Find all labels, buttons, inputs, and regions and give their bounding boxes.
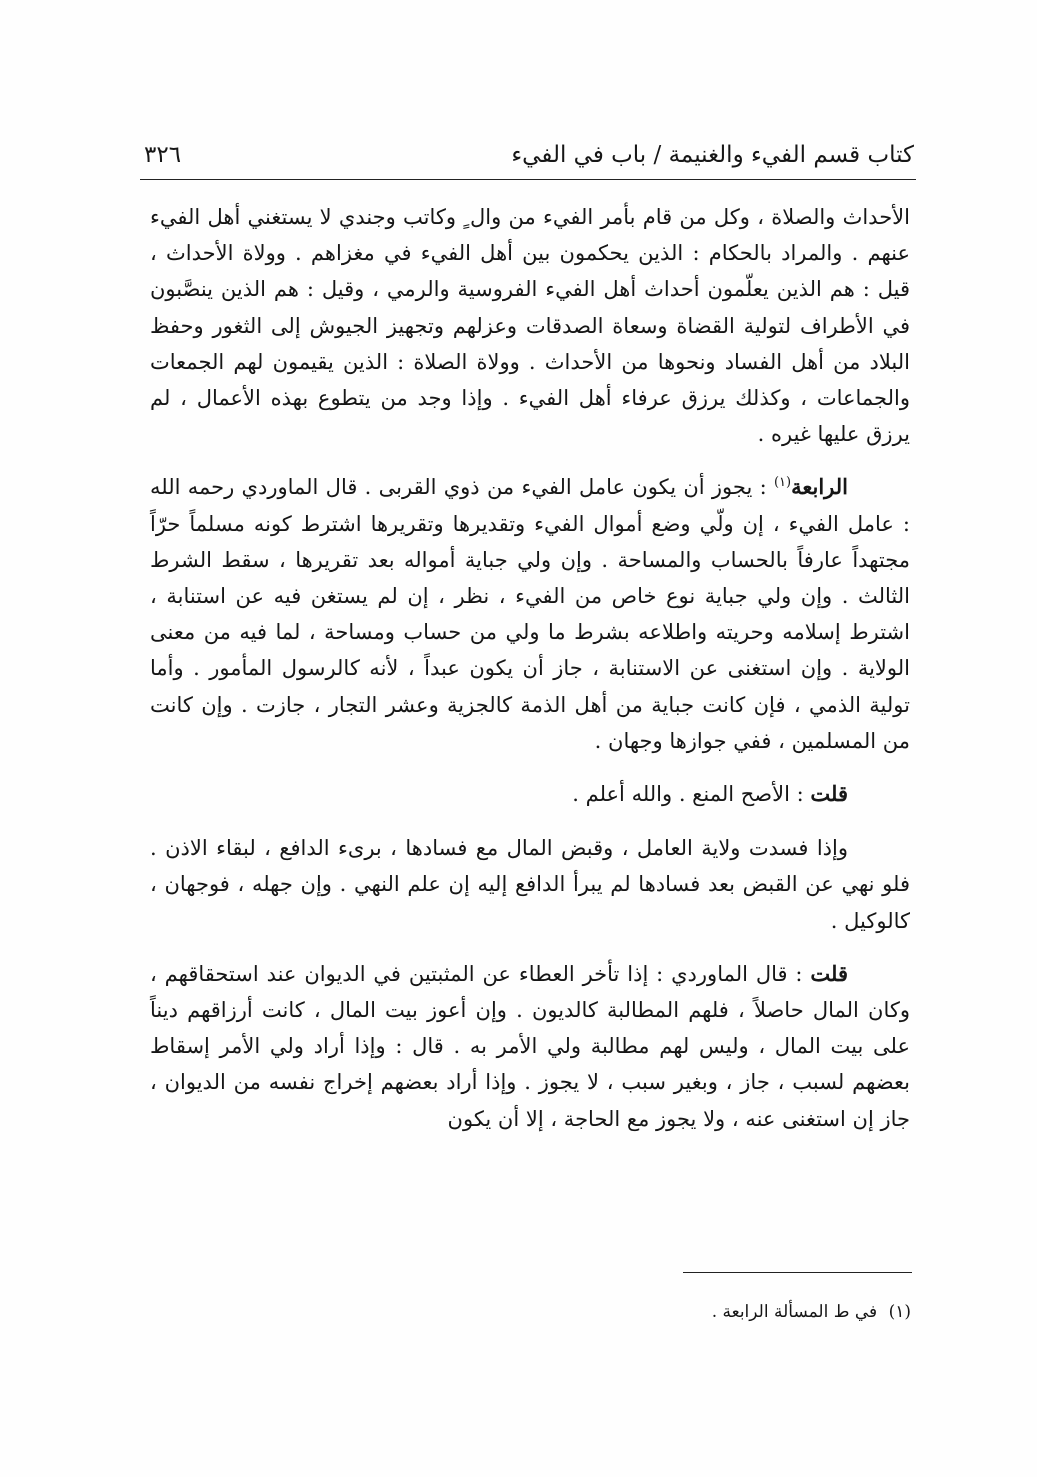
- paragraph-3-lead: قلت: [810, 781, 848, 807]
- paragraph-5-lead: قلت: [810, 960, 848, 986]
- footnote-text: في ط المسألة الرابعة .: [711, 1302, 878, 1322]
- paragraph-2: [150, 469, 910, 759]
- header-divider: [140, 179, 916, 180]
- footnote-reference: (١): [773, 475, 792, 491]
- paragraph-2-text: : يجوز أن يكون عامل الفيء من ذوي القربى . قال الماوردي رحمه الله : عامل الفيء ، إن ولّي وضع أموال الفيء وتقديرها وتقريرها اشترط كونه مسلماً حرّاً مجتهداً عارفاً بالحساب والمساحة . وإن ولي جباية أمواله بعد تقريرها ، سقط الشرط الثالث . وإن ولي جباية نوع خاص من الفيء ، نظر ، إن لم يستغن فيه عن استنابة ، اشترط إسلامه وحريته واطلاعه بشرط ما ولي من حساب ومساحة ، لما فيه من معنى الولاية . وإن استغنى عن الاستنابة ، جاز أن يكون عبداً ، لأنه كالرسول المأمور . وأما تولية الذمي ، فإن كانت جباية من أهل الذمة كالجزية وعشر التجار ، جازت . وإن كانت من المسلمين ، ففي جوازها وجهان .: [150, 475, 910, 753]
- page-number: ٣٢٦: [144, 142, 182, 168]
- paragraph-5-text: : قال الماوردي : إذا تأخر العطاء عن المثبتين في الديوان عند استحقاقهم ، وكان المال حاصلاً ، فلهم المطالبة كالديون . وإن أعوز بيت المال ، كانت أرزاقهم ديناً على بيت المال ، وليس لهم مطالبة ولي الأمر به . قال : وإذا أراد ولي الأمر إسقاط بعضهم لسبب ، جاز ، وبغير سبب ، لا يجوز . وإذا أراد بعضهم إخراج نفسه من الديوان ، جاز إن استغنى عنه ، ولا يجوز مع الحاجة ، إلا أن يكون: [150, 961, 910, 1131]
- footnote-number: (١): [888, 1302, 911, 1322]
- footnote-divider: [683, 1272, 912, 1273]
- paragraph-4: وإذا فسدت ولاية العامل ، وقبض المال مع فسادها ، برىء الدافع ، لبقاء الاذن . فلو نهي عن القبض بعد فسادها لم يبرأ الدافع إليه إن علم النهي . وإن جهله ، فوجهان ، كالوكيل .: [150, 836, 910, 933]
- paragraph-3: [150, 776, 910, 812]
- paragraph-3-text: : الأصح المنع . والله أعلم .: [572, 782, 811, 807]
- footnote: [712, 1299, 911, 1325]
- paragraph-5: [150, 956, 910, 1137]
- running-header: [142, 140, 914, 174]
- main-text: [150, 199, 910, 1154]
- chapter-title: كتاب قسم الفيء والغنيمة / باب في الفيء: [511, 142, 914, 168]
- paragraph-2-lead: الرابعة: [791, 474, 848, 500]
- paragraph-1: الأحداث والصلاة ، وكل من قام بأمر الفيء من وال ٍ وكاتب وجندي لا يستغني أهل الفيء عنهم . والمراد بالحكام : الذين يحكمون بين أهل الفيء في مغزاهم . وولاة الأحداث ، قيل : هم الذين يعلّمون أحداث أهل الفيء الفروسية والرمي ، وقيل : هم الذين ينصَّبون في الأطراف لتولية القضاة وسعاة الصدقات وعزلهم وتجهيز الجيوش إلى الثغور وحفظ البلاد من أهل الفساد ونحوها من الأحداث . وولاة الصلاة : الذين يقيمون لهم الجمعات والجماعات ، وكذلك يرزق عرفاء أهل الفيء . وإذا وجد من يتطوع بهذه الأعمال ، لم يرزق عليها غيره .: [150, 205, 910, 447]
